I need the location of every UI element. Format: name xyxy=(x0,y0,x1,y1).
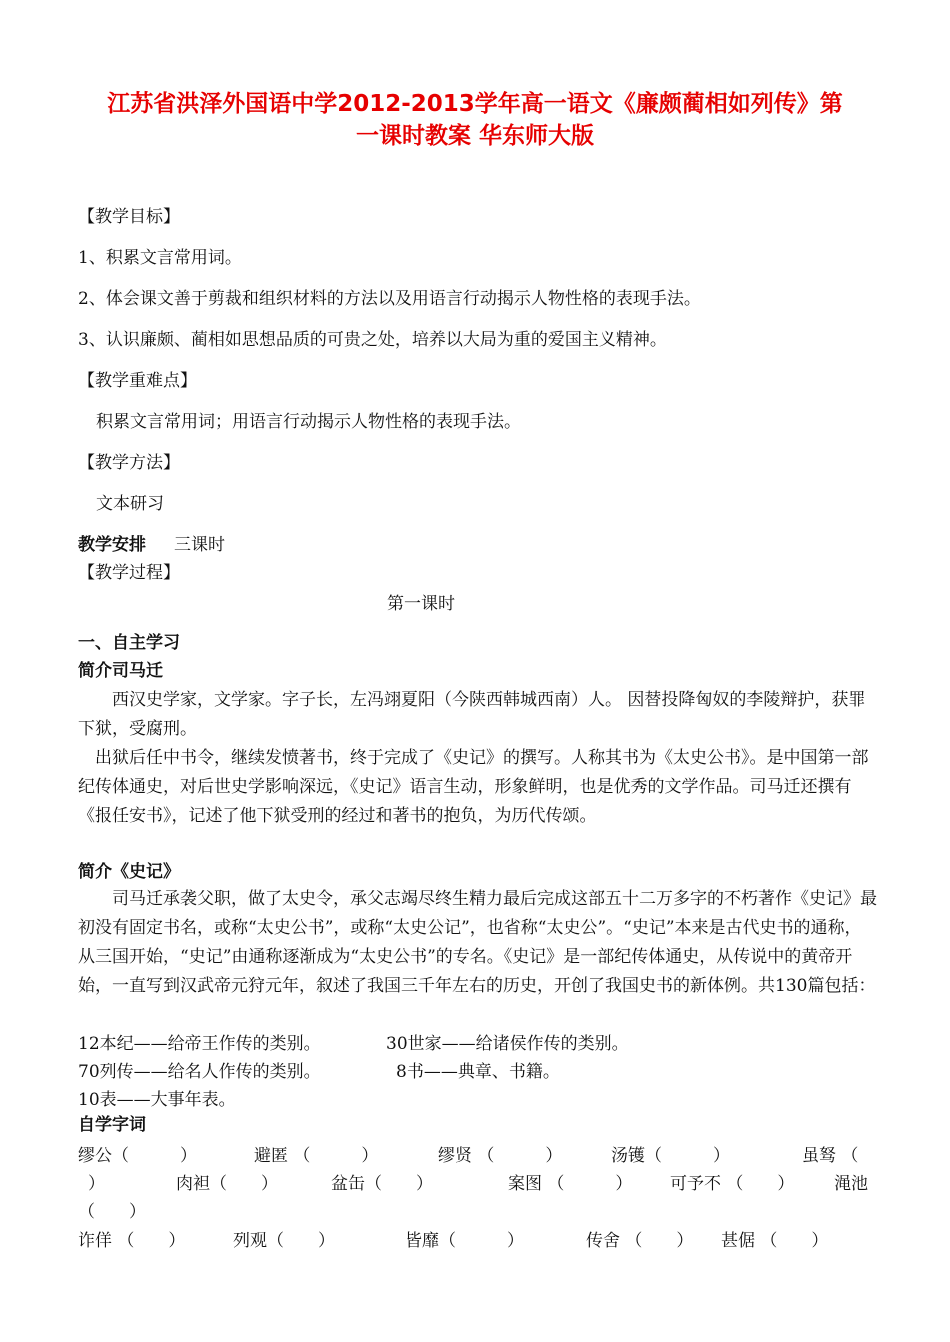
method-text: 文本研习 xyxy=(96,494,164,514)
process-heading: 【教学过程】 xyxy=(78,563,180,583)
word-item[interactable]: 皆靡（ ） xyxy=(405,1231,524,1251)
word-item[interactable]: 缪公（ ） xyxy=(78,1146,197,1166)
category-benji: 12本纪——给帝王作传的类别。 xyxy=(78,1034,321,1054)
title-line-2: 一课时教案 华东师大版 xyxy=(355,123,594,149)
word-item[interactable]: 汤镬（ ） xyxy=(611,1146,730,1166)
goal-item-1: 1、积累文言常用词。 xyxy=(78,248,242,268)
arrangement-label: 教学安排 xyxy=(78,535,146,555)
word-item[interactable]: 案图 （ ） xyxy=(508,1174,633,1194)
word-item[interactable]: 避匿 （ ） xyxy=(254,1146,379,1166)
word-item[interactable]: ） xyxy=(88,1174,105,1194)
word-item[interactable]: 传舍 （ ） xyxy=(586,1231,694,1251)
shiji-paragraph: 司马迁承袭父职，做了太史令，承父志竭尽终生精力最后完成这部五十二万多字的不朽著作《史记》最初没有固定书名，或称“太史公书”，或称“太史公记”，也省称“太史公”。“史记”本来是古代史书的通称，从三国开始，“史记”由通称逐渐成为“太史公书”的专名。《史记》是一部纪传体通史，从传说中的黄帝开始，一直写到汉武帝元狩元年，叙述了我国三千年左右的历史，开创了我国史书的新体例。共130篇包括： xyxy=(78,889,877,996)
word-item[interactable]: 诈佯 （ ） xyxy=(78,1231,186,1251)
word-row-1 xyxy=(78,1141,878,1169)
arrangement-value: 三课时 xyxy=(174,535,225,555)
word-item[interactable]: 肉袒（ ） xyxy=(176,1174,278,1194)
shiji-category-row-3 xyxy=(78,1085,878,1113)
goals-heading: 【教学目标】 xyxy=(78,207,180,227)
shiji-category-row-1 xyxy=(78,1029,878,1057)
word-row-3 xyxy=(78,1197,878,1225)
word-item[interactable]: 虽驽 （ xyxy=(802,1146,859,1166)
shiji-category-row-2 xyxy=(78,1057,878,1085)
sima-paragraph-2: 出狱后任中书令，继续发愤著书，终于完成了《史记》的撰写。人称其书为《太史公书》。是中国第一部纪传体通史，对后世史学影响深远，《史记》语言生动，形象鲜明，也是优秀的文学作品。司马迁还撰有《报任安书》，记述了他下狱受刑的经过和著书的抱负，为历代传颂。 xyxy=(78,748,869,826)
keypoints-text: 积累文言常用词；用语言行动揭示人物性格的表现手法。 xyxy=(96,412,521,432)
document-title xyxy=(70,88,880,152)
word-row-2 xyxy=(78,1169,878,1197)
word-item[interactable]: 缪贤 （ ） xyxy=(438,1146,563,1166)
category-biao: 10表——大事年表。 xyxy=(78,1090,236,1110)
word-item[interactable]: （ ） xyxy=(78,1202,146,1222)
method-heading: 【教学方法】 xyxy=(78,453,180,473)
word-item[interactable]: 盆缶（ ） xyxy=(331,1174,433,1194)
keypoints-heading: 【教学重难点】 xyxy=(78,371,197,391)
word-item[interactable]: 渑池 xyxy=(834,1174,868,1194)
category-shu: 8书——典章、书籍。 xyxy=(396,1062,560,1082)
word-item[interactable]: 甚倨 （ ） xyxy=(721,1231,829,1251)
words-heading: 自学字词 xyxy=(78,1115,146,1135)
sima-paragraph-1: 西汉史学家，文学家。字子长，左冯翊夏阳（今陕西韩城西南）人。 因替投降匈奴的李陵辩护，获罪下狱，受腐刑。 xyxy=(78,690,866,739)
word-item[interactable]: 可予不 （ ） xyxy=(670,1174,795,1194)
goal-item-2: 2、体会课文善于剪裁和组织材料的方法以及用语言行动揭示人物性格的表现手法。 xyxy=(78,289,701,309)
word-item[interactable]: 列观（ ） xyxy=(233,1231,335,1251)
shiji-heading: 简介《史记》 xyxy=(78,862,180,882)
lesson-title: 第一课时 xyxy=(387,594,455,614)
category-shijia: 30世家——给诸侯作传的类别。 xyxy=(386,1034,629,1054)
sima-heading: 简介司马迁 xyxy=(78,661,163,681)
self-study-heading: 一、自主学习 xyxy=(78,633,180,653)
category-liezhuan: 70列传——给名人作传的类别。 xyxy=(78,1062,321,1082)
word-row-4 xyxy=(78,1226,878,1254)
goal-item-3: 3、认识廉颇、蔺相如思想品质的可贵之处，培养以大局为重的爱国主义精神。 xyxy=(78,330,667,350)
arrangement-line xyxy=(78,533,225,557)
title-line-1: 江苏省洪泽外国语中学2012-2013学年高一语文《廉颇蔺相如列传》第 xyxy=(107,91,843,117)
